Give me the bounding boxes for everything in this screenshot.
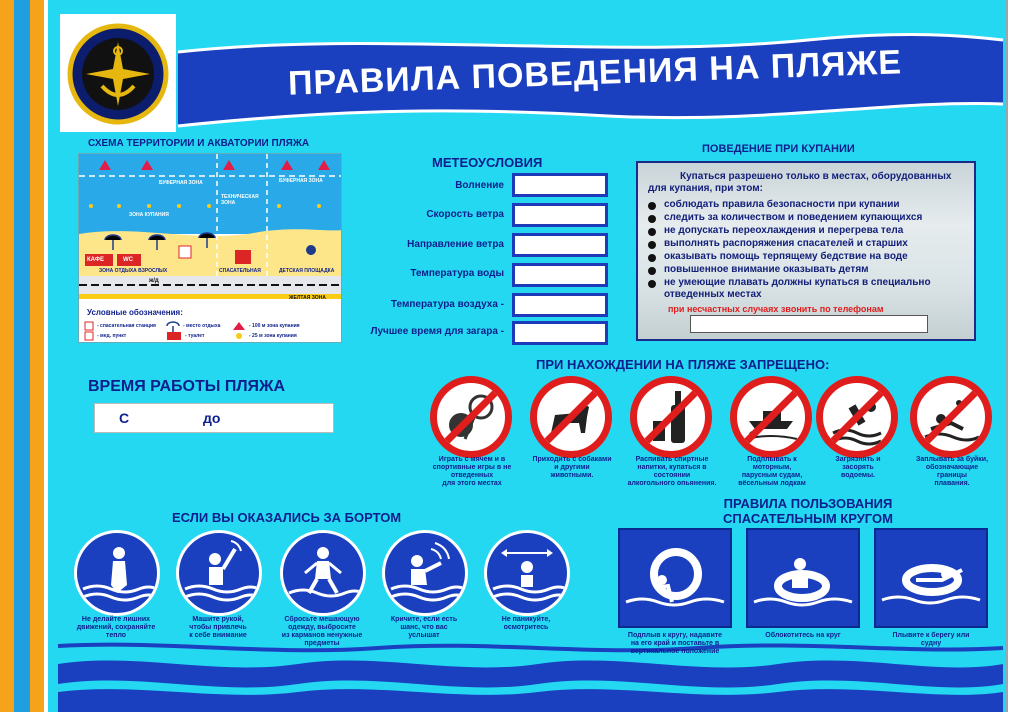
swimming-phone-note: при несчастных случаях звонить по телефонам — [668, 304, 884, 314]
caption-line: судну — [920, 640, 942, 647]
ring-title-line-1: ПРАВИЛА ПОЛЬЗОВАНИЯ — [723, 496, 893, 511]
caption-line: засорять — [842, 464, 874, 471]
legend-triangle: - 100 м зона купания — [249, 323, 300, 329]
caption-line: Плывите к берегу или — [892, 632, 970, 639]
meteo-label-tan-time: Лучшее время для загара - — [370, 326, 504, 337]
swimming-intro-1: Купаться разрешено только в местах, оборудованных — [680, 171, 952, 182]
caption-line: напитки, купаться в — [637, 464, 707, 471]
dog-icon — [530, 376, 612, 458]
caption-line: шанс, что вас — [400, 624, 448, 631]
caption-line: вёсельным лодкам — [738, 480, 806, 487]
ring-lean-icon — [746, 528, 860, 628]
caption-line: предметы — [304, 640, 340, 647]
swimming-rule: следить за количеством и поведением купающихся — [664, 212, 923, 223]
bullet-icon — [648, 254, 656, 262]
forbidden-caption-buoys — [900, 456, 1004, 488]
swimming-intro-2: для купания, при этом: — [648, 183, 763, 194]
caption-line: и другими — [554, 464, 590, 471]
caption-line: алкогольного опьянения. — [627, 480, 717, 487]
caption-line: моторным, — [752, 464, 792, 471]
swimming-rule: отведенных местах — [664, 289, 762, 300]
overboard-caption-drop — [268, 616, 376, 648]
caption-line: Загрязнять и — [835, 456, 881, 463]
logo-frame — [60, 14, 176, 132]
ball-racket-icon — [430, 376, 512, 458]
overboard-caption-still — [62, 616, 170, 640]
swimming-rule: повышенное внимание оказывать детям — [664, 264, 869, 275]
caption-line: Приходить с собаками — [532, 456, 612, 463]
bullet-icon — [648, 280, 656, 288]
caption-line: Сбросьте мешающую — [284, 616, 360, 623]
caption-line: Играть с мячем и в — [438, 456, 506, 463]
caption-line: спортивные игры в не — [432, 464, 512, 471]
floating-person-icon — [74, 530, 160, 616]
overboard-caption-wave — [164, 616, 272, 640]
ring-title — [660, 496, 956, 526]
caption-line: Машите рукой, — [192, 616, 244, 623]
ring-caption-swim — [866, 632, 996, 648]
ring-caption-push — [610, 632, 740, 656]
caption-line: Подплыв к кругу, надавите — [627, 632, 723, 639]
meteo-field-water-temp[interactable] — [512, 263, 608, 287]
legend-c: - спасательная станция — [97, 323, 156, 329]
scheme-rail: ж/д — [149, 278, 159, 284]
caption-line: к себе внимание — [189, 632, 247, 639]
overboard-caption-calm — [472, 616, 580, 632]
legend-wc: - туалет — [185, 333, 205, 339]
forbidden-caption-games — [420, 456, 524, 488]
caption-line: границы — [937, 472, 967, 479]
forbidden-title: ПРИ НАХОЖДЕНИИ НА ПЛЯЖЕ ЗАПРЕЩЕНО: — [536, 357, 830, 372]
scheme-wc: WC — [123, 257, 133, 263]
swimming-rule: не умеющие плавать должны купаться в специально — [664, 277, 931, 288]
meteo-field-wind-direction[interactable] — [512, 233, 608, 257]
ring-caption-lean — [738, 632, 868, 640]
meteo-field-waves[interactable] — [512, 173, 608, 197]
hours-field[interactable] — [94, 403, 334, 433]
hours-title: ВРЕМЯ РАБОТЫ ПЛЯЖА — [88, 378, 286, 395]
scheme-swim-zone: ЗОНА КУПАНИЯ — [129, 212, 169, 218]
caption-line: услышат — [408, 632, 440, 639]
ring-swim-icon — [874, 528, 988, 628]
caption-line: парусным судам, — [741, 472, 803, 479]
scheme-cafe: КАФЕ — [87, 257, 104, 263]
ring-title-line-2: СПАСАТЕЛЬНЫМ КРУГОМ — [723, 511, 893, 526]
bullet-icon — [648, 241, 656, 249]
bullet-icon — [648, 228, 656, 236]
caption-line: плавания. — [934, 480, 970, 487]
beach-scheme — [78, 153, 342, 343]
looking-around-icon — [484, 530, 570, 616]
caption-line: Заплывать за буйки, — [915, 456, 989, 463]
phone-number-field[interactable] — [690, 315, 928, 333]
bottle-glass-icon — [630, 376, 712, 458]
caption-line: на его край и поставьте в — [630, 640, 720, 647]
bullet-icon — [648, 202, 656, 210]
swimmer-buoys-icon — [910, 376, 992, 458]
forbidden-caption-alcohol — [620, 456, 724, 488]
overboard-caption-shout — [370, 616, 478, 640]
forbidden-caption-pollution — [806, 456, 910, 480]
hours-from-label: С — [119, 410, 130, 426]
forbidden-caption-dogs — [520, 456, 624, 480]
hours-to-label: до — [203, 410, 221, 426]
caption-line: Подплывать к — [747, 456, 797, 463]
meteo-labels — [340, 170, 504, 350]
motorboat-icon — [730, 376, 812, 458]
litter-icon — [816, 376, 898, 458]
caption-line: движений, сохраняйте — [76, 624, 156, 631]
person-dropping-items-icon — [280, 530, 366, 616]
meteo-field-air-temp[interactable] — [512, 293, 608, 317]
shouting-person-icon — [382, 530, 468, 616]
scheme-yellow-zone: ЖЕЛТАЯ ЗОНА — [289, 295, 326, 301]
caption-line: чтобы привлечь — [189, 624, 247, 631]
swimming-rule: оказывать помощь терпящему бедствие на воде — [664, 251, 908, 262]
caption-line: Кричите, если есть — [390, 616, 458, 623]
caption-line: состоянии — [653, 472, 691, 479]
swimming-title: ПОВЕДЕНИЕ ПРИ КУПАНИИ — [702, 143, 855, 155]
caption-line: Не делайте лишних — [81, 616, 151, 623]
ring-push-icon — [618, 528, 732, 628]
scheme-buffer-zone-right: БУФЕРНАЯ ЗОНА — [279, 178, 323, 184]
poster-title: ПРАВИЛА ПОВЕДЕНИЯ НА ПЛЯЖЕ — [287, 43, 903, 103]
meteo-label-wind-speed: Скорость ветра — [426, 209, 504, 220]
caption-line: из карманов ненужные — [281, 632, 363, 639]
left-stripe-orange-2 — [30, 0, 44, 712]
swimming-rules-box — [636, 161, 976, 341]
left-stripe-blue — [14, 0, 30, 712]
bullet-icon — [648, 215, 656, 223]
meteo-label-wind-direction: Направление ветра — [407, 239, 504, 250]
caption-line: одежду, выбросите — [288, 624, 356, 631]
legend-dot: - 25 м зона купания — [249, 333, 297, 339]
caption-line: Распивать спиртные — [635, 456, 709, 463]
swimming-rule: не допускать переохлаждения и перегрева тела — [664, 225, 904, 236]
caption-line: водоемы. — [840, 472, 875, 479]
caption-line: Облокотитесь на круг — [765, 632, 841, 639]
waving-person-icon — [176, 530, 262, 616]
naval-emblem-icon — [60, 14, 176, 132]
meteo-label-waves: Волнение — [455, 180, 504, 191]
caption-line: вертикальное положение — [630, 648, 720, 655]
scheme-kids: ДЕТСКАЯ ПЛОЩАДКА — [279, 268, 335, 274]
legend-cross: - мед. пункт — [97, 333, 127, 339]
meteo-label-water-temp: Температура воды — [410, 268, 504, 279]
legend-title: Условные обозначения: — [87, 308, 183, 317]
swimming-rule: выполнять распоряжения спасателей и старших — [664, 238, 908, 249]
scheme-title: СХЕМА ТЕРРИТОРИИ И АКВАТОРИИ ПЛЯЖА — [88, 138, 310, 149]
bullet-icon — [648, 267, 656, 275]
scheme-technical-zone: ТЕХНИЧЕСКАЯ ЗОНА — [221, 194, 259, 206]
caption-line: для этого местах — [442, 480, 502, 487]
caption-line: обозначающие — [925, 464, 979, 471]
scheme-buffer-zone: БУФЕРНАЯ ЗОНА — [159, 180, 203, 186]
meteo-field-tan-time[interactable] — [512, 321, 608, 345]
scheme-rescue: СПАСАТЕЛЬНАЯ — [219, 268, 261, 274]
caption-line: осмотритесь — [503, 624, 549, 631]
caption-line: Не паникуйте, — [501, 616, 551, 623]
caption-line: животными. — [550, 472, 594, 479]
scheme-rest-zone: ЗОНА ОТДЫХА ВЗРОСЛЫХ — [99, 268, 168, 274]
meteo-label-air-temp: Температура воздуха - — [390, 299, 504, 310]
swimming-rule: соблюдать правила безопасности при купании — [664, 199, 900, 210]
caption-line: тепло — [105, 632, 127, 639]
meteo-title: МЕТЕОУСЛОВИЯ — [432, 155, 543, 170]
left-stripe-orange — [0, 0, 14, 712]
meteo-field-wind-speed[interactable] — [512, 203, 608, 227]
legend-umbrella: - место отдыха — [183, 323, 221, 329]
caption-line: отведенных — [450, 472, 494, 479]
overboard-title: ЕСЛИ ВЫ ОКАЗАЛИСЬ ЗА БОРТОМ — [172, 510, 402, 525]
